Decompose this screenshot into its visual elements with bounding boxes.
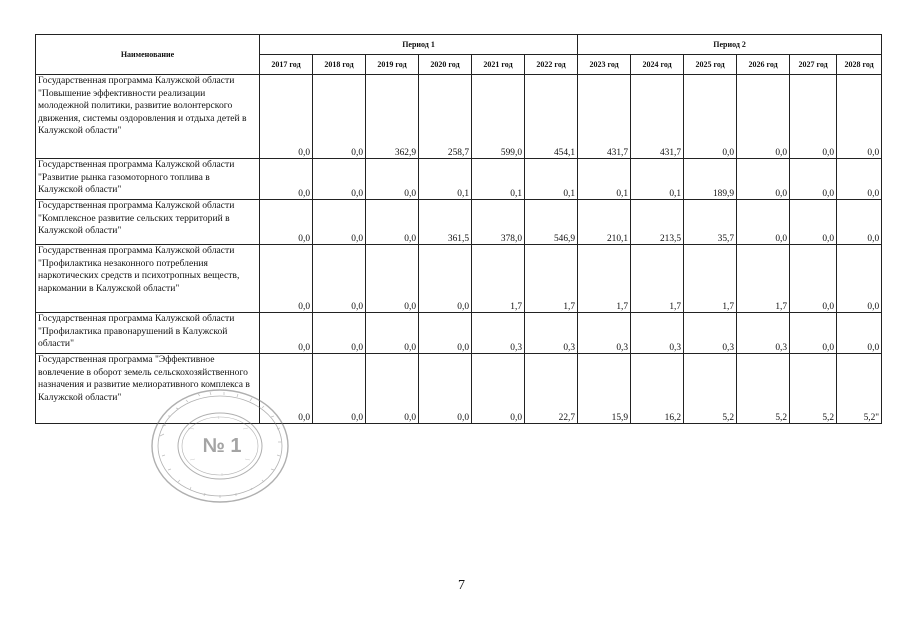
program-name: Государственная программа Калужской области "Повышение эффективности реализации молодежной политики, развитие волонтерского движения, системы оздоровления и отдыха детей в Калужской области" <box>36 75 260 159</box>
value-cell: 0,0 <box>366 200 419 245</box>
value-cell: 0,0 <box>260 245 313 313</box>
table-row <box>36 313 882 354</box>
value-cell: 0,3 <box>684 313 737 354</box>
value-cell: 1,7 <box>737 245 790 313</box>
value-cell: 362,9 <box>366 75 419 159</box>
value-cell: 0,3 <box>737 313 790 354</box>
value-cell: 431,7 <box>631 75 684 159</box>
year-header: 2020 год <box>419 55 472 75</box>
program-name: Государственная программа "Эффективное вовлечение в оборот земель сельскохозяйственного назначения и развитие мелиоративного комплекса в Калужской области" <box>36 354 260 424</box>
value-cell: 0,0 <box>313 159 366 200</box>
value-cell: 546,9 <box>525 200 578 245</box>
value-cell: 0,0 <box>684 75 737 159</box>
value-cell: 0,0 <box>260 313 313 354</box>
value-cell: 0,0 <box>837 159 882 200</box>
value-cell: 0,0 <box>313 313 366 354</box>
value-cell: 1,7 <box>631 245 684 313</box>
budget-table <box>35 34 882 424</box>
value-cell: 0,0 <box>737 159 790 200</box>
value-cell: 0,0 <box>313 200 366 245</box>
value-cell: 0,0 <box>790 200 837 245</box>
year-header: 2021 год <box>472 55 525 75</box>
value-cell: 0,1 <box>472 159 525 200</box>
table-row <box>36 75 882 159</box>
year-header: 2019 год <box>366 55 419 75</box>
program-name: Государственная программа Калужской области "Профилактика правонарушений в Калужской области" <box>36 313 260 354</box>
value-cell: 0,0 <box>837 245 882 313</box>
value-cell: 431,7 <box>578 75 631 159</box>
value-cell: 0,1 <box>631 159 684 200</box>
official-seal <box>148 386 293 506</box>
value-cell: 0,0 <box>313 354 366 424</box>
program-name: Государственная программа Калужской области "Развитие рынка газомоторного топлива в Калужской области" <box>36 159 260 200</box>
value-cell: 378,0 <box>472 200 525 245</box>
value-cell: 213,5 <box>631 200 684 245</box>
table-row <box>36 245 882 313</box>
value-cell: 0,0 <box>260 200 313 245</box>
value-cell: 0,0 <box>837 75 882 159</box>
value-cell: 1,7 <box>472 245 525 313</box>
value-cell: 0,3 <box>578 313 631 354</box>
year-header: 2023 год <box>578 55 631 75</box>
year-header: 2025 год <box>684 55 737 75</box>
value-cell: 0,0 <box>419 313 472 354</box>
value-cell: 454,1 <box>525 75 578 159</box>
period-2-header: Период 2 <box>578 35 882 55</box>
value-cell: 0,0 <box>313 245 366 313</box>
value-cell: 0,0 <box>419 245 472 313</box>
value-cell: 0,0 <box>260 354 313 424</box>
value-cell: 210,1 <box>578 200 631 245</box>
value-cell: 22,7 <box>525 354 578 424</box>
value-cell: 189,9 <box>684 159 737 200</box>
value-cell: 0,0 <box>366 354 419 424</box>
value-cell: 5,2 <box>684 354 737 424</box>
value-cell: 1,7 <box>684 245 737 313</box>
value-cell: 0,0 <box>790 245 837 313</box>
program-name: Государственная программа Калужской области "Профилактика незаконного потребления наркотических средств и психотропных веществ, наркомании в Калужской области" <box>36 245 260 313</box>
value-cell: 5,2 <box>790 354 837 424</box>
year-header: 2022 год <box>525 55 578 75</box>
seal-number: № 1 <box>202 435 242 457</box>
year-header: 2027 год <box>790 55 837 75</box>
year-header: 2026 год <box>737 55 790 75</box>
value-cell: 0,0 <box>366 245 419 313</box>
value-cell: 258,7 <box>419 75 472 159</box>
value-cell: 1,7 <box>578 245 631 313</box>
value-cell: 0,0 <box>472 354 525 424</box>
value-cell: 599,0 <box>472 75 525 159</box>
value-cell: 0,0 <box>837 200 882 245</box>
value-cell: 0,0 <box>366 159 419 200</box>
value-cell: 0,1 <box>525 159 578 200</box>
value-cell: 0,0 <box>313 75 366 159</box>
value-cell: 1,7 <box>525 245 578 313</box>
program-name: Государственная программа Калужской области "Комплексное развитие сельских территорий в Калужской области" <box>36 200 260 245</box>
value-cell: 0,1 <box>419 159 472 200</box>
table-row <box>36 159 882 200</box>
name-column-header: Наименование <box>36 35 260 75</box>
value-cell: 361,5 <box>419 200 472 245</box>
year-header: 2028 год <box>837 55 882 75</box>
value-cell: 0,0 <box>260 75 313 159</box>
value-cell: 0,0 <box>366 313 419 354</box>
year-header: 2024 год <box>631 55 684 75</box>
value-cell: 0,0 <box>790 313 837 354</box>
page-number: 7 <box>458 578 465 593</box>
value-cell: 15,9 <box>578 354 631 424</box>
value-cell: 0,3 <box>631 313 684 354</box>
value-cell: 5,2 <box>737 354 790 424</box>
value-cell: 0,0 <box>790 75 837 159</box>
year-header: 2018 год <box>313 55 366 75</box>
value-cell: 35,7 <box>684 200 737 245</box>
value-cell: 0,3 <box>472 313 525 354</box>
value-cell: 0,0 <box>260 159 313 200</box>
value-cell: 0,0 <box>737 75 790 159</box>
value-cell: 16,2 <box>631 354 684 424</box>
value-cell: 0,0 <box>737 200 790 245</box>
value-cell: 0,0 <box>837 313 882 354</box>
table-row <box>36 200 882 245</box>
value-cell: 0,3 <box>525 313 578 354</box>
value-cell: 5,2" <box>837 354 882 424</box>
value-cell: 0,0 <box>790 159 837 200</box>
period-1-header: Период 1 <box>260 35 578 55</box>
value-cell: 0,0 <box>419 354 472 424</box>
year-header: 2017 год <box>260 55 313 75</box>
value-cell: 0,1 <box>578 159 631 200</box>
